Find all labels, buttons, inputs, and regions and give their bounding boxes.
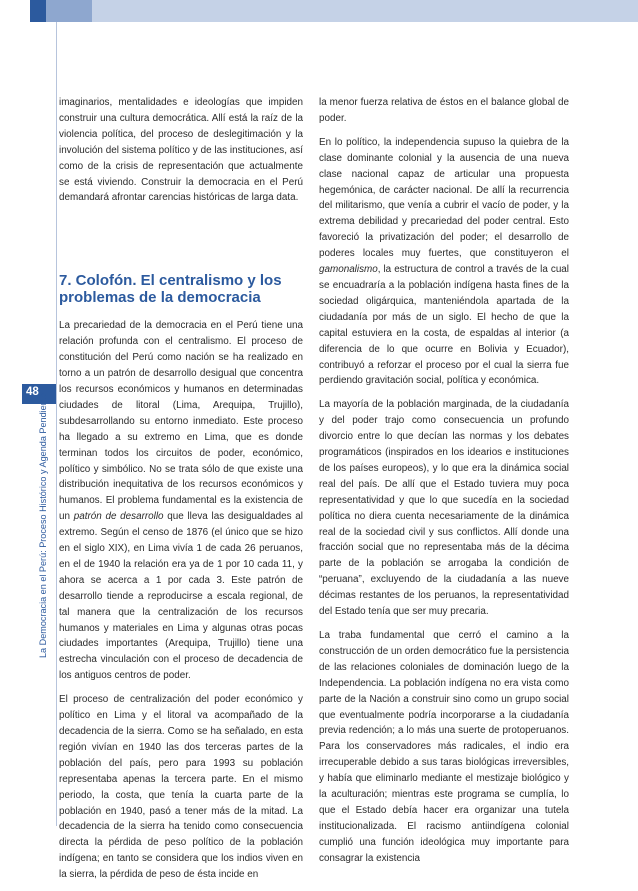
- colonial-relations-paragraph: La traba fundamental que cerró el camino a la construcción de un orden democrático fue la persistencia de las relaciones coloniales de dominación luego de la Independencia. La población indígena no era vista como parte de la Nación a construir sino como un grupo social que eventualmente podría incorporarse a la ciudadanía previa redención; a lo más una suerte de protoperuanos. Para los conservadores más radicales, el indio era irrecuperable debido a sus taras biológicas irreversibles, y había que eliminarlo mediante el mestizaje biológico y la aculturación; mientras este programa se cumplía, lo que el Estado debía hacer era organizar una tutela institucionalizada. El racismo antiindígena colonial cumplió una función ideológica muy importante para consagrar la existencia: [319, 630, 569, 864]
- running-title-vertical: La Democracia en el Perú: Proceso Histórico y Agenda Pendiente: [38, 392, 48, 658]
- political-text-start: En lo político, la independencia supuso la quiebra de la clase dominante colonial y la ausencia de una nueva clase nacional capaz de articular una propuesta hegemónica, de carácter nacional. De allí la recurrencia del militarismo, que venía a cubrir el vacío de poder, y la extrema debilidad y precariedad del poder central. Esto favoreció la privatización del poder; el desarrollo de poderes locales muy fuertes, que constituyeron el: [319, 136, 569, 260]
- right-column: [319, 95, 569, 875]
- marginalization-paragraph: La mayoría de la población marginada, de la ciudadanía y del poder trajo como consecuencia un profundo divorcio entre lo que decían las normas y los debates programáticos (inspirados en los idearios e instituciones de los países europeos), y lo que era la dinámica social real del país. De allí que el Estado tuviera muy poca representatividad y que lo que sucedía en la sociedad política no diera cuenta necesariamente de la dinámica real de la sociedad civil y sus conflictos. Allí donde una fracción social que no representaba más de la décima parte de la población se arrogaba la condición de “peruana”, excluyendo de la ciudadanía a las nueve décimas restantes de los peruanos, la representatividad del Estado tenía que ser muy precaria.: [319, 399, 569, 618]
- margin-rule: [56, 22, 57, 826]
- emphasis-patron-desarrollo: patrón de desarrollo: [73, 511, 164, 523]
- centralism-paragraph: [59, 318, 303, 684]
- section-heading: [59, 272, 303, 306]
- section-heading-line-1: 7. Colofón. El centralismo y los: [59, 272, 282, 290]
- corner-square-decoration: [30, 0, 46, 22]
- intro-paragraph: imaginarios, mentalidades e ideologías que impiden construir una cultura democrática. Allí está la raíz de la violencia política, del proceso de deslegitimación y la involución del sistema político y de las instituciones, así como de la crisis de representación que actualmente se está viviendo. Construir la democracia en el Perú demandará afrontar carencias históricas de larga data.: [59, 97, 303, 204]
- political-paragraph: [319, 135, 569, 390]
- centralism-text-start: La precariedad de la democracia en el Perú tiene una relación profunda con el centralismo. El proceso de constitución del Perú como nación se ha realizado en torno a un patrón de desarrollo desigual que concentra los recursos económicos y humanos en determinadas ciudades de litoral (Lima, Arequipa, Trujillo), subdesarrollando su entorno inmediato. Este proceso ha llegado a su extremo en Lima, que es donde terminan todos los circuitos de poder, económico, político y simbólico. No se trata sólo de que existe una distribución inequitativa de los recursos económicos y humanos. El problema fundamental es la existencia de un: [59, 320, 303, 523]
- page-number: 48: [26, 386, 39, 398]
- sierra-decline-paragraph: El proceso de centralización del poder económico y político en Lima y el litoral va acompañado de la decadencia de la sierra. Como se ha señalado, en esta región vivían en 1940 las dos terceras partes de la población del país, pero para 1993 su población representaba apenas la tercera parte. En el mismo periodo, la costa, que tenía la cuarta parte de la población en 1940, pasó a tener más de la mitad. La decadencia de la sierra ha tenido como consecuencia directa la pérdida de peso político de la población indígena; en tanto se considera que los indios viven en la sierra, la pérdida de peso de ésta incide en: [59, 694, 303, 881]
- top-color-band: [46, 0, 638, 22]
- centralism-text-end: que lleva las desigualdades al extremo. Según el censo de 1876 (el único que se hizo en el siglo XIX), en Lima vivía 1 de cada 26 peruanos, en el de 1940 la relación era ya de 1 por 10 cada 11, y ahora se acerca a 1 por cada 3. Este patrón de desarrollo tiende a reproducirse a escala regional, de tal manera que la centralización de los recursos humanos y materiales en Lima y algunas otras pocas ciudades importantes (Arequipa, Trujillo) tiene una estrecha vinculación con el proceso de decadencia de los antiguos centros de poder.: [59, 511, 303, 682]
- left-column: [59, 95, 303, 891]
- political-text-end: , la estructura de control a través de la cual se encuadraría a la población indígena hasta fines de la sociedad oligárquica, manteniéndola apartada de la ciudadanía por más de un siglo. El hecho de que la capital estuviera en la costa, de espaldas al interior (a diferencia de lo que ocurre en Bolivia y Ecuador), contribuyó a reforzar el proceso por el cual la sierra fue perdiendo gravitación social, política y económica.: [319, 264, 569, 387]
- continuation-paragraph: la menor fuerza relativa de éstos en el balance global de poder.: [319, 97, 569, 124]
- section-heading-line-2: problemas de la democracia: [59, 289, 261, 307]
- emphasis-gamonalismo: gamonalismo: [319, 264, 378, 276]
